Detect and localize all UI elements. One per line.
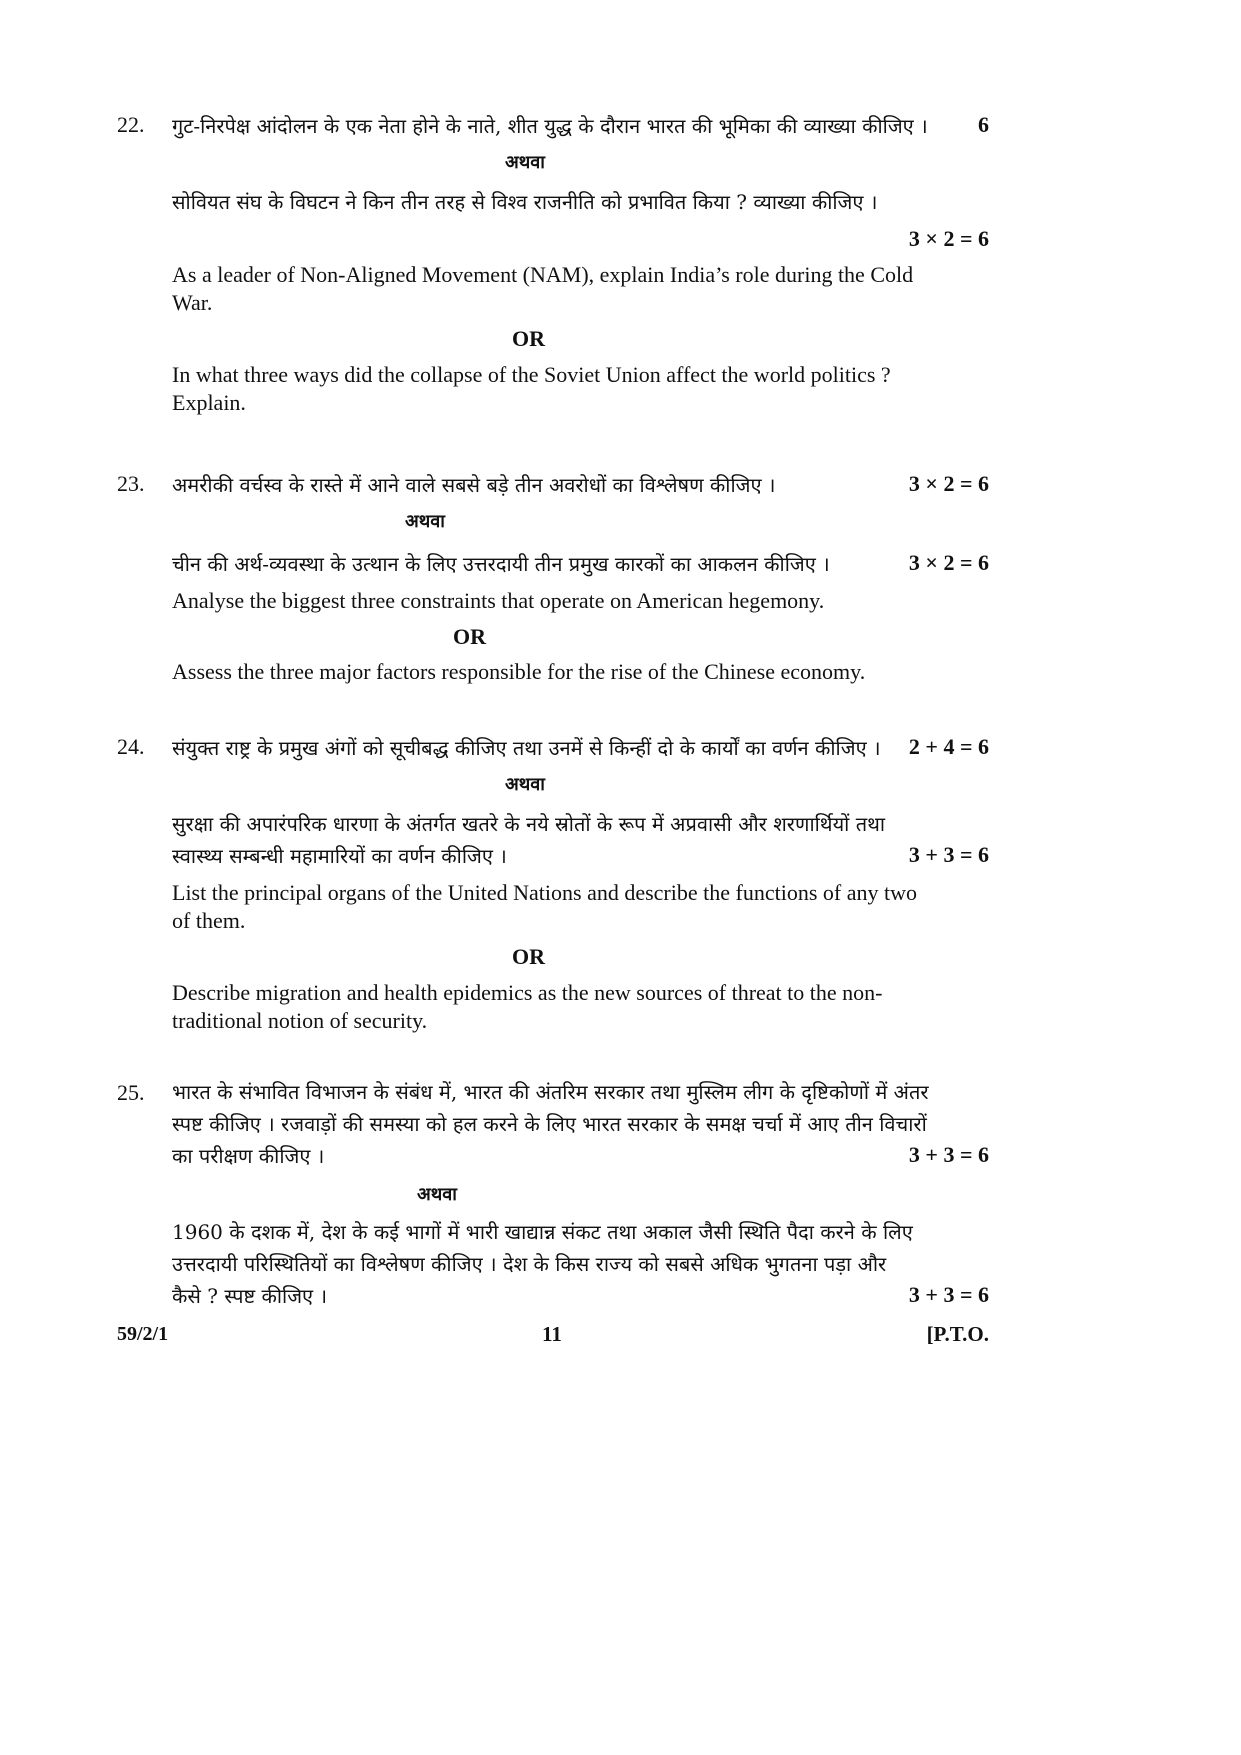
marks: 2 + 4 = 6 [908,734,989,759]
alternative-hindi: स्वास्थ्य सम्बन्धी महामारियों का वर्णन कीजिए । [172,844,507,868]
marks: 3 × 2 = 6 [908,226,989,251]
alternative-english: Describe migration and health epidemics as the new sources of threat to the non- [172,980,883,1005]
question-number: 25. [117,1080,145,1105]
question-hindi: स्पष्ट कीजिए । रजवाड़ों की समस्या को हल करने के लिए भारत सरकार के समक्ष चर्चा में आए तीन विचारों [172,1112,927,1136]
or-label-hindi: अथवा [405,511,445,532]
alternative-hindi: सोवियत संघ के विघटन ने किन तीन तरह से विश्व राजनीति को प्रभावित किया ? व्याख्या कीजिए । [172,190,878,214]
question-english: As a leader of Non-Aligned Movement (NAM), explain India’s role during the Cold [172,262,914,287]
question-english: List the principal organs of the United Nations and describe the functions of any two [172,880,917,905]
or-label: OR [453,624,486,649]
alternative-hindi: सुरक्षा की अपारंपरिक धारणा के अंतर्गत खतरे के नये स्रोतों के रूप में अप्रवासी और शरणार्थियों तथा [172,812,886,836]
or-label: OR [512,944,545,969]
question-hindi: अमरीकी वर्चस्व के रास्ते में आने वाले सबसे बड़े तीन अवरोधों का विश्लेषण कीजिए । [172,473,776,497]
question-number: 23. [117,471,145,496]
or-label-hindi: अथवा [505,774,545,795]
alternative-hindi: चीन की अर्थ-व्यवस्था के उत्थान के लिए उत्तरदायी तीन प्रमुख कारकों का आकलन कीजिए । [172,552,830,576]
alternative-english: Explain. [172,390,246,415]
question-english: War. [172,290,213,315]
alternative-english: Assess the three major factors responsible for the rise of the Chinese economy. [172,659,866,684]
alternative-english: traditional notion of security. [172,1008,428,1033]
marks: 6 [978,112,989,137]
alternative-hindi: उत्तरदायी परिस्थितियों का विश्लेषण कीजिए । देश के किस राज्य को सबसे अधिक भुगतना पड़ा और [172,1252,887,1276]
question-hindi: गुट-निरपेक्ष आंदोलन के एक नेता होने के नाते, शीत युद्ध के दौरान भारत की भूमिका की व्याख्या कीजिए । [172,114,928,138]
question-english: Analyse the biggest three constraints that operate on American hegemony. [172,588,825,613]
marks: 3 × 2 = 6 [908,550,989,575]
question-hindi: का परीक्षण कीजिए । [172,1144,325,1168]
or-label-hindi: अथवा [505,152,545,173]
question-english: of them. [172,908,246,933]
marks: 3 + 3 = 6 [908,1142,989,1167]
or-label: OR [512,326,545,351]
page-number: 11 [542,1322,562,1346]
alternative-hindi: 1960 के दशक में, देश के कई भागों में भारी खाद्यान्न संकट तथा अकाल जैसी स्थिति पैदा करने के लिए [172,1220,913,1244]
marks: 3 + 3 = 6 [908,1282,989,1307]
or-label-hindi: अथवा [417,1184,457,1205]
question-number: 22. [117,112,145,137]
marks: 3 + 3 = 6 [908,842,989,867]
alternative-hindi: कैसे ? स्पष्ट कीजिए । [172,1284,328,1308]
paper-code: 59/2/1 [117,1323,169,1345]
marks: 3 × 2 = 6 [908,471,989,496]
pto-label: [P.T.O. [926,1322,989,1346]
question-hindi: संयुक्त राष्ट्र के प्रमुख अंगों को सूचीबद्ध कीजिए तथा उनमें से किन्हीं दो के कार्यों का वर्णन कीजिए । [172,736,881,760]
alternative-english: In what three ways did the collapse of the Soviet Union affect the world politics ? [172,362,891,387]
question-hindi: भारत के संभावित विभाजन के संबंध में, भारत की अंतरिम सरकार तथा मुस्लिम लीग के दृष्टिकोणों में अंतर [172,1080,929,1104]
question-number: 24. [117,734,145,759]
